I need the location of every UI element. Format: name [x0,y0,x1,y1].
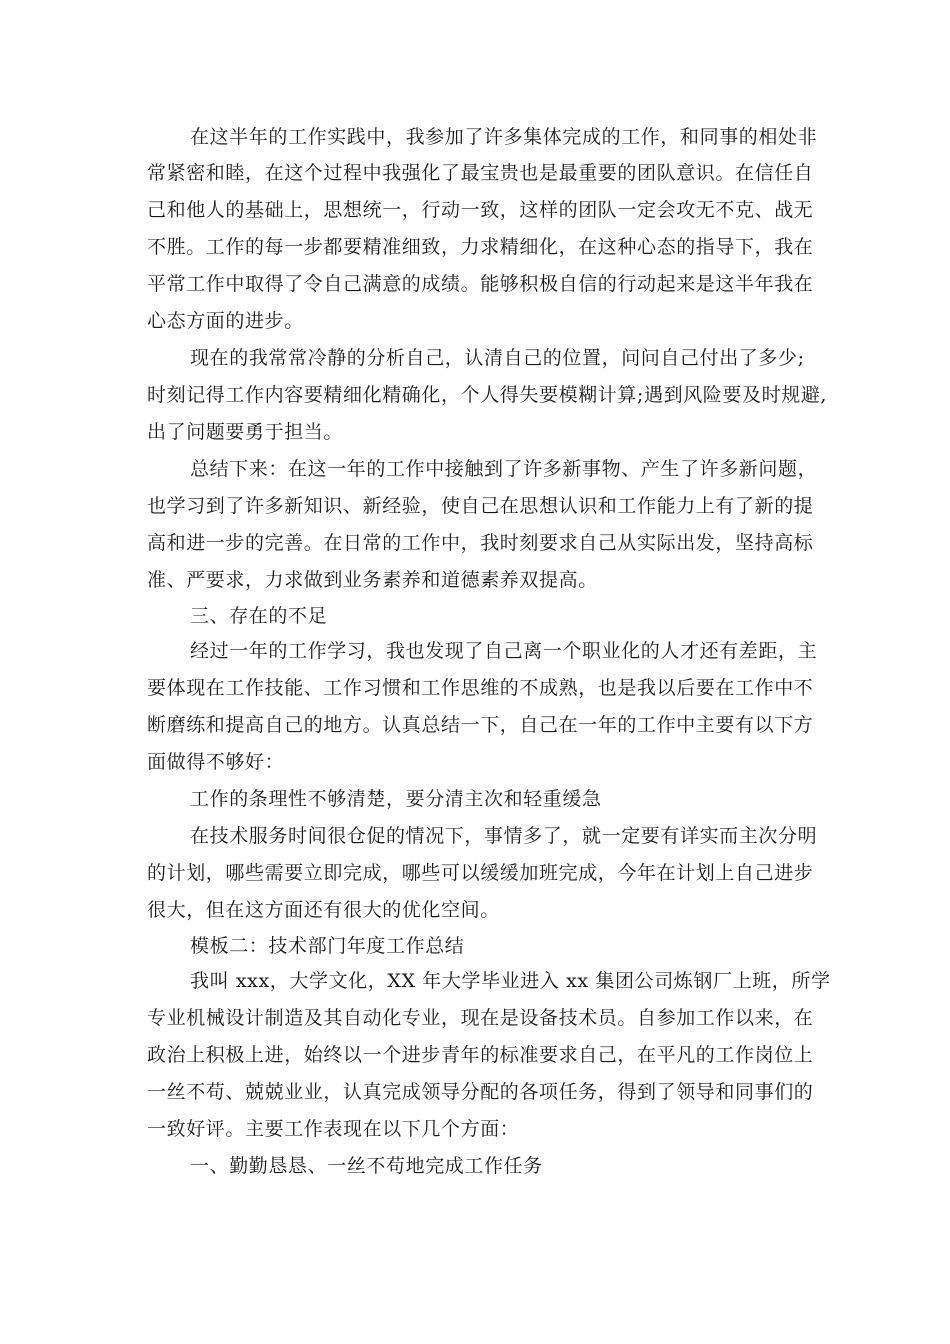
text-line: 断磨练和提高自己的地方。认真总结一下，自己在一年的工作中主要有以下方 [147,714,814,736]
text-line: 不胜。工作的每一步都要精准细致，力求精细化，在这种心态的指导下，我在 [147,236,814,258]
text-line: 政治上积极上进，始终以一个进步青年的标准要求自己，在平凡的工作岗位上 [147,1044,814,1066]
text-line: 出了问题要勇于担当。 [147,421,344,443]
text-line: 一致好评。主要工作表现在以下几个方面： [147,1118,520,1140]
text-line: 经过一年的工作学习，我也发现了自己离一个职业化的人才还有差距，主 [190,640,818,662]
text-line: 面做得不够好： [147,751,285,773]
text-line: 心态方面的进步。 [147,310,304,332]
text-line: 在这半年的工作实践中，我参加了许多集体完成的工作，和同事的相处非 [190,126,818,148]
text-line: 高和进一步的完善。在日常的工作中，我时刻要求自己从实际出发，坚持高标 [147,532,814,554]
text-line: 专业机械设计制造及其自动化专业，现在是设备技术员。自参加工作以来，在 [147,1007,814,1029]
section-heading: 一、勤勤恳恳、一丝不苟地完成工作任务 [190,1155,543,1177]
text-line: 时刻记得工作内容要精细化精确化，个人得失要模糊计算;遇到风险要及时规避, [147,384,828,406]
text-line: 我叫 xxx，大学文化，XX 年大学毕业进入 xx 集团公司炼钢厂上班，所学 [190,970,831,992]
text-line: 的计划，哪些需要立即完成，哪些可以缓缓加班完成，今年在计划上自己进步 [147,862,814,884]
text-line: 总结下来：在这一年的工作中接触到了许多新事物、产生了许多新问题， [190,458,818,480]
section-heading: 三、存在的不足 [190,605,328,627]
text-line: 常紧密和睦，在这个过程中我强化了最宝贵也是最重要的团队意识。在信任自 [147,162,814,184]
text-line: 在技术服务时间很仓促的情况下，事情多了，就一定要有详实而主次分明 [190,825,818,847]
text-line: 平常工作中取得了令自己满意的成绩。能够积极自信的行动起来是这半年我在 [147,273,814,295]
text-line: 工作的条理性不够清楚，要分清主次和轻重缓急 [190,788,602,810]
text-line: 要体现在工作技能、工作习惯和工作思维的不成熟，也是我以后要在工作中不 [147,677,814,699]
text-line: 也学习到了许多新知识、新经验，使自己在思想认识和工作能力上有了新的提 [147,495,814,517]
text-line: 现在的我常常冷静的分析自己，认清自己的位置，问问自己付出了多少; [190,347,805,369]
text-line: 准、严要求，力求做到业务素养和道德素养双提高。 [147,569,598,591]
section-heading: 模板二：技术部门年度工作总结 [190,935,465,957]
text-line: 己和他人的基础上，思想统一，行动一致，这样的团队一定会攻无不克、战无 [147,199,814,221]
text-line: 一丝不苟、兢兢业业，认真完成领导分配的各项任务，得到了领导和同事们的 [147,1081,814,1103]
text-line: 很大，但在这方面还有很大的优化空间。 [147,899,500,921]
